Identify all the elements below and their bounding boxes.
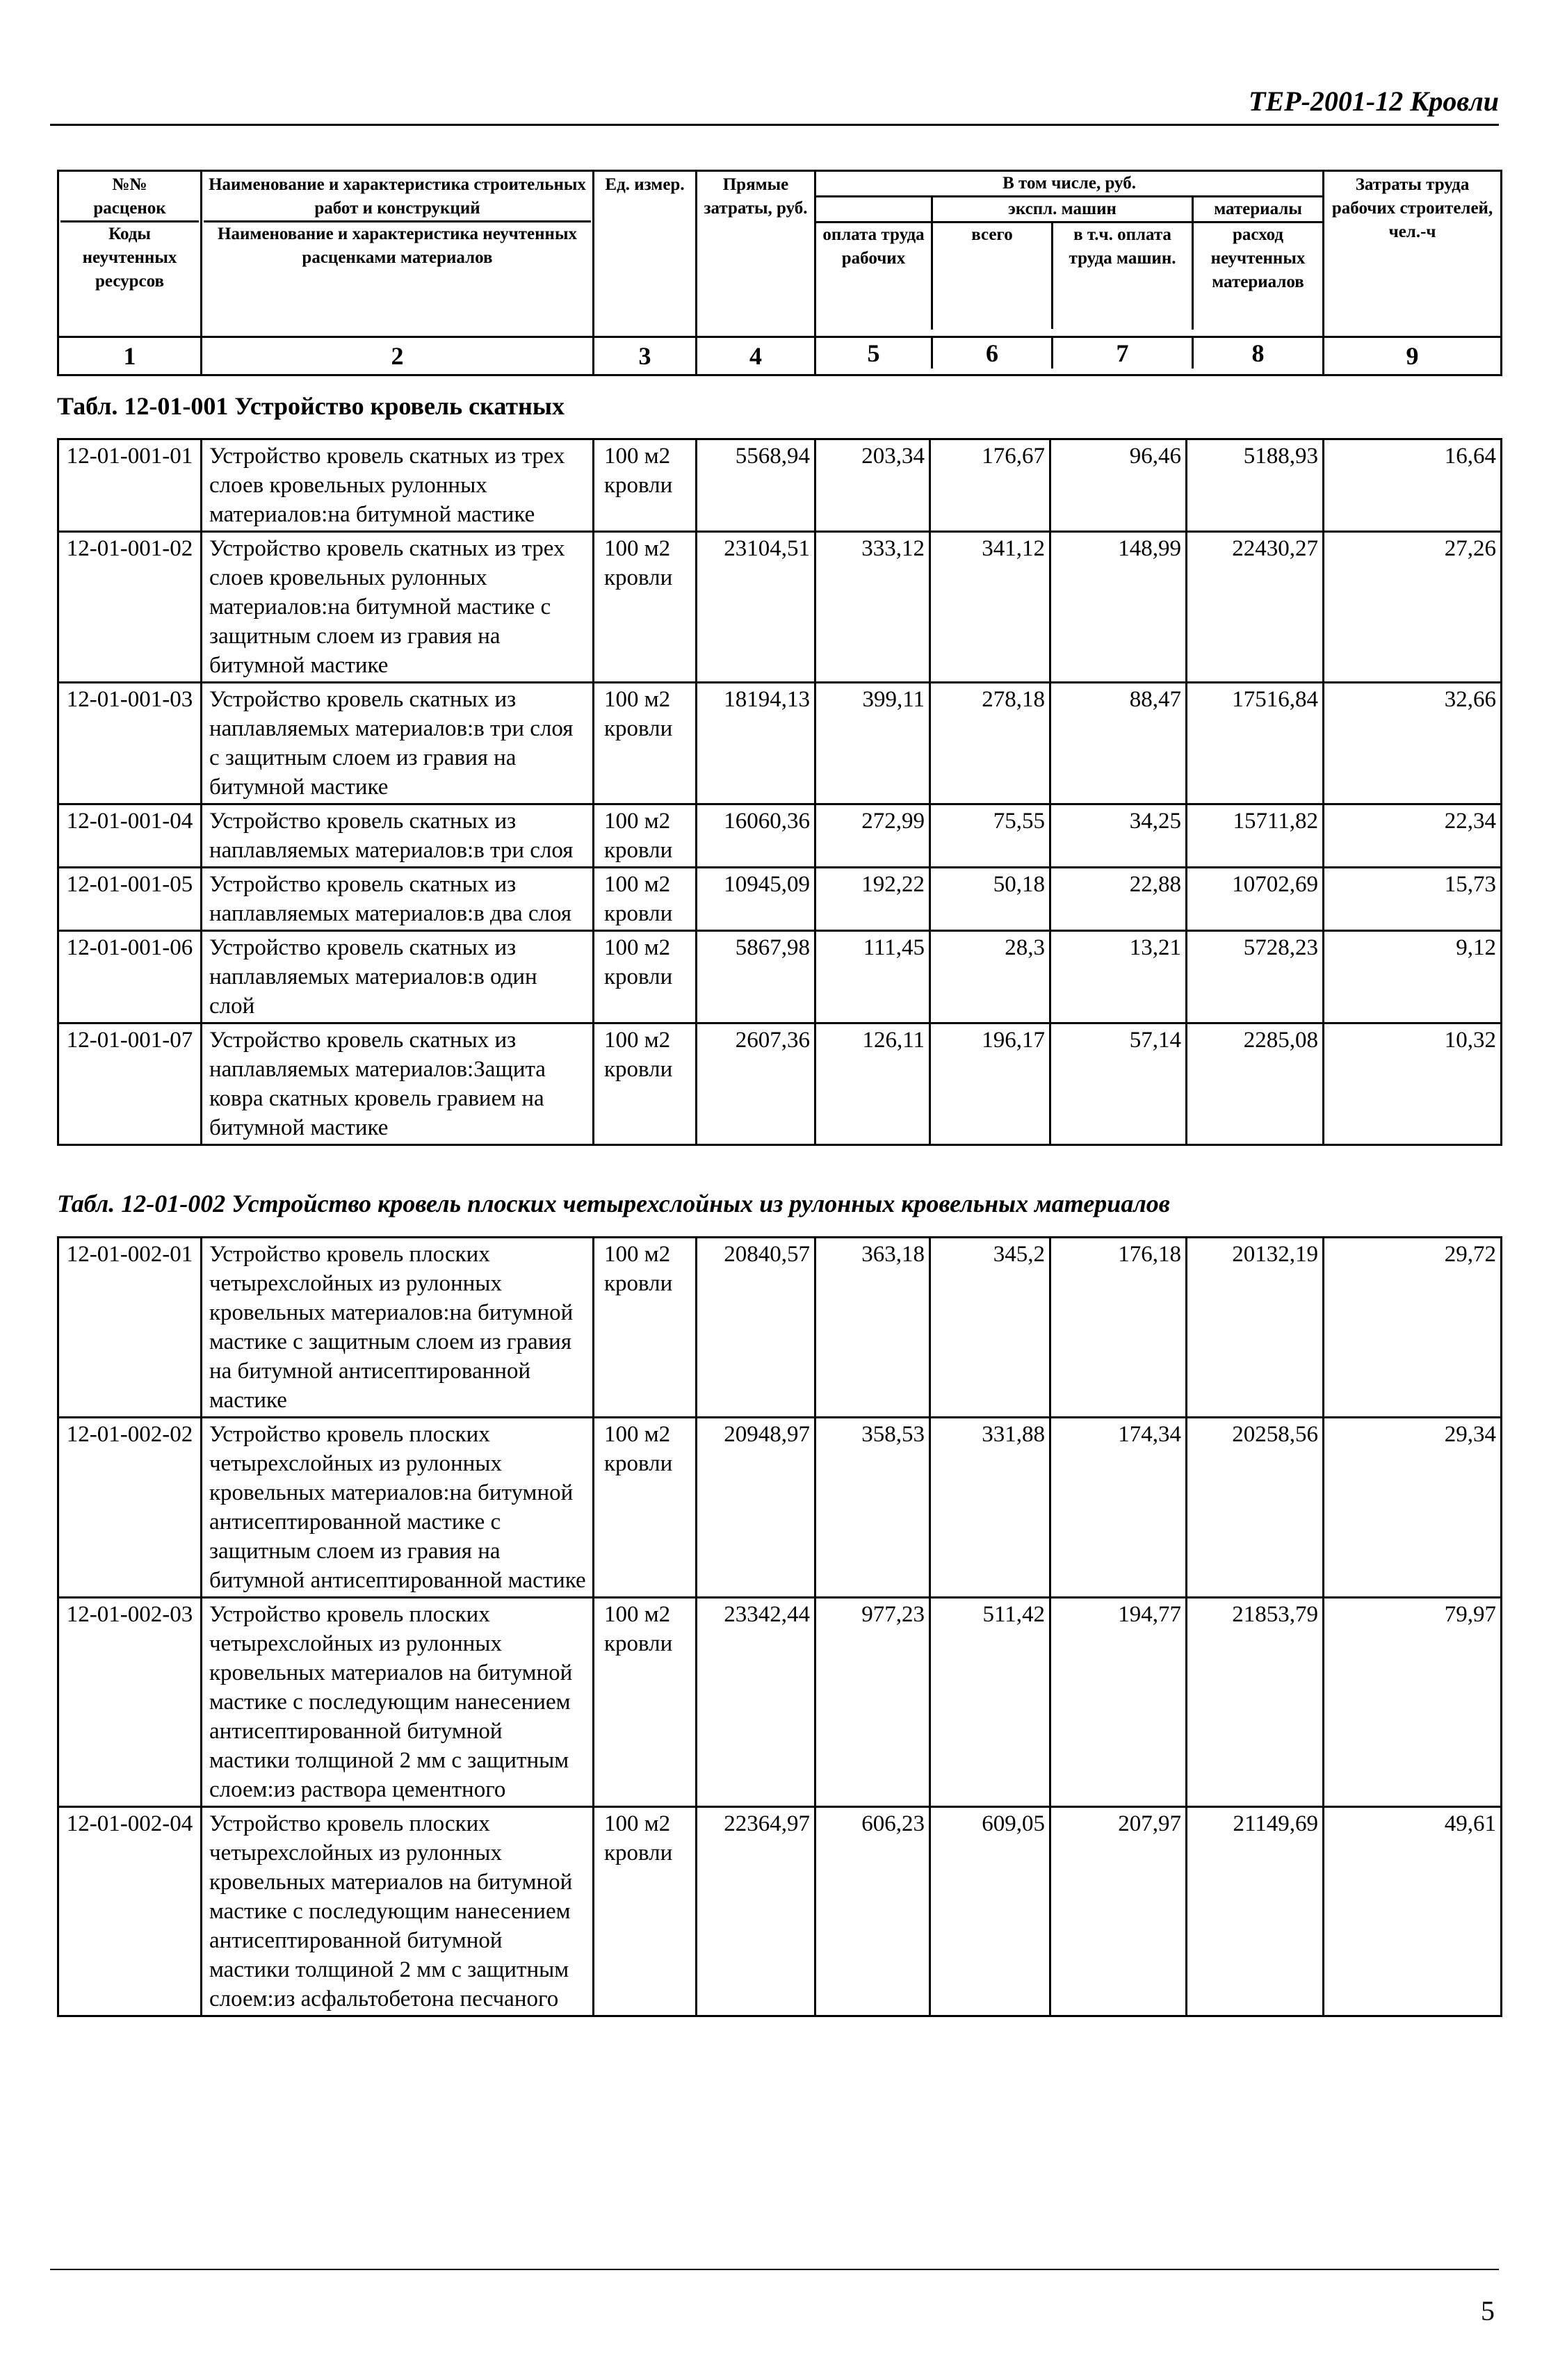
direct-costs: 16060,36 <box>697 804 815 868</box>
work-name: Устройство кровель скатных из трех слоев кровельных рулонных материалов:на битумной мастике с защитным слоем из гравия на битумной мастике <box>202 532 594 683</box>
col-number-4: 4 <box>697 337 815 375</box>
header-labor-cell <box>816 197 933 330</box>
header-machines-total: всего <box>933 223 1053 329</box>
table-row <box>58 804 1502 868</box>
materials-cost: 5728,23 <box>1187 931 1324 1023</box>
labor-hours: 15,73 <box>1324 868 1502 931</box>
machines-total: 341,12 <box>930 532 1050 683</box>
machinist-pay: 96,46 <box>1050 439 1187 532</box>
header-rates-label: расценок <box>60 197 199 222</box>
labor-pay: 126,11 <box>815 1023 930 1145</box>
machinist-pay: 57,14 <box>1050 1023 1187 1145</box>
direct-costs: 18194,13 <box>697 683 815 804</box>
work-name: Устройство кровель скатных из наплавляемых материалов:Защита ковра скатных кровель гравием на битумной мастике <box>202 1023 594 1145</box>
header-work-name-label: Наименование и характеристика строительных работ и конструкций <box>204 173 591 222</box>
materials-cost: 22430,27 <box>1187 532 1324 683</box>
header-materials-cell <box>1194 197 1322 330</box>
machinist-pay: 176,18 <box>1050 1238 1187 1418</box>
header-direct-costs: Прямые затраты, руб. <box>697 171 815 337</box>
header-including-label: В том числе, руб. <box>816 172 1322 197</box>
rate-code: 12-01-001-05 <box>58 868 202 931</box>
header-numbers-label: №№ <box>112 175 147 194</box>
page-number: 5 <box>1481 2295 1495 2326</box>
col-number-2: 2 <box>202 337 594 375</box>
machinist-pay: 22,88 <box>1050 868 1187 931</box>
machines-total: 176,67 <box>930 439 1050 532</box>
machines-total: 28,3 <box>930 931 1050 1023</box>
work-name: Устройство кровель скатных из трех слоев кровельных рулонных материалов:на битумной мастике <box>202 439 594 532</box>
direct-costs: 23342,44 <box>697 1598 815 1807</box>
labor-pay: 358,53 <box>815 1418 930 1598</box>
machines-total: 50,18 <box>930 868 1050 931</box>
col-number-9: 9 <box>1324 337 1502 375</box>
header-materials-name-label: Наименование и характеристика неучтенных расценками материалов <box>218 225 577 267</box>
rate-code: 12-01-001-02 <box>58 532 202 683</box>
direct-costs: 2607,36 <box>697 1023 815 1145</box>
labor-hours: 29,34 <box>1324 1418 1502 1598</box>
rate-code: 12-01-001-04 <box>58 804 202 868</box>
work-name: Устройство кровель скатных из наплавляемых материалов:в три слоя с защитным слоем из гравия на битумной мастике <box>202 683 594 804</box>
labor-pay: 333,12 <box>815 532 930 683</box>
col-number-6: 6 <box>933 338 1053 369</box>
header-machinist-pay: в т.ч. оплата труда машин. <box>1069 225 1176 268</box>
table-row <box>58 1598 1502 1807</box>
work-name: Устройство кровель плоских четырехслойных из рулонных кровельных материалов:на битумной антисептированной мастике с защитным слоем из гравия на битумной антисептированной мастике <box>202 1418 594 1598</box>
unit-of-measure: 100 м2 кровли <box>594 1807 697 2016</box>
labor-pay: 272,99 <box>815 804 930 868</box>
rate-code: 12-01-001-07 <box>58 1023 202 1145</box>
machines-total: 196,17 <box>930 1023 1050 1145</box>
work-name: Устройство кровель плоских четырехслойных из рулонных кровельных материалов:на битумной мастике с защитным слоем из гравия на битумной антисептированной мастике <box>202 1238 594 1418</box>
labor-pay: 192,22 <box>815 868 930 931</box>
materials-cost: 20132,19 <box>1187 1238 1324 1418</box>
direct-costs: 20948,97 <box>697 1418 815 1598</box>
materials-cost: 21853,79 <box>1187 1598 1324 1807</box>
direct-costs: 10945,09 <box>697 868 815 931</box>
machines-total: 278,18 <box>930 683 1050 804</box>
unit-of-measure: 100 м2 кровли <box>594 931 697 1023</box>
header-including <box>815 171 1324 337</box>
rate-code: 12-01-002-02 <box>58 1418 202 1598</box>
labor-pay: 363,18 <box>815 1238 930 1418</box>
materials-cost: 15711,82 <box>1187 804 1324 868</box>
table-row <box>58 1418 1502 1598</box>
table-row <box>58 683 1502 804</box>
header-labor-pay: оплата труда рабочих <box>822 225 925 268</box>
materials-cost: 17516,84 <box>1187 683 1324 804</box>
labor-hours: 79,97 <box>1324 1598 1502 1807</box>
rate-code: 12-01-001-01 <box>58 439 202 532</box>
header-labor-hours: Затраты труда рабочих строителей, чел.-ч <box>1324 171 1502 337</box>
header-table <box>57 170 1502 376</box>
table-row <box>58 868 1502 931</box>
labor-hours: 16,64 <box>1324 439 1502 532</box>
machinist-pay: 194,77 <box>1050 1598 1187 1807</box>
materials-cost: 20258,56 <box>1187 1418 1324 1598</box>
materials-cost: 5188,93 <box>1187 439 1324 532</box>
header-materials-consumption: расход неучтенных материалов <box>1210 225 1306 291</box>
direct-costs: 23104,51 <box>697 532 815 683</box>
labor-hours: 27,26 <box>1324 532 1502 683</box>
materials-cost: 2285,08 <box>1187 1023 1324 1145</box>
labor-pay: 111,45 <box>815 931 930 1023</box>
labor-hours: 9,12 <box>1324 931 1502 1023</box>
col-number-5: 5 <box>816 338 933 369</box>
work-name: Устройство кровель плоских четырехслойных из рулонных кровельных материалов на битумной мастике с последующим нанесением антисептированной битумной мастики толщиной 2 мм с защитным слоем:из асфальтобетона песчаного <box>202 1807 594 2016</box>
col-number-7: 7 <box>1053 338 1194 369</box>
labor-hours: 29,72 <box>1324 1238 1502 1418</box>
unit-of-measure: 100 м2 кровли <box>594 683 697 804</box>
unit-of-measure: 100 м2 кровли <box>594 1238 697 1418</box>
rate-code: 12-01-002-01 <box>58 1238 202 1418</box>
machinist-pay: 207,97 <box>1050 1807 1187 2016</box>
unit-of-measure: 100 м2 кровли <box>594 804 697 868</box>
machines-total: 511,42 <box>930 1598 1050 1807</box>
direct-costs: 22364,97 <box>697 1807 815 2016</box>
rate-code: 12-01-001-06 <box>58 931 202 1023</box>
labor-hours: 10,32 <box>1324 1023 1502 1145</box>
direct-costs: 5867,98 <box>697 931 815 1023</box>
labor-pay: 399,11 <box>815 683 930 804</box>
work-name: Устройство кровель скатных из наплавляемых материалов:в один слой <box>202 931 594 1023</box>
col-number-8: 8 <box>1251 339 1265 367</box>
direct-costs: 5568,94 <box>697 439 815 532</box>
table-row <box>58 1807 1502 2016</box>
labor-pay: 977,23 <box>815 1598 930 1807</box>
labor-hours: 22,34 <box>1324 804 1502 868</box>
section-title: Табл. 12-01-002 Устройство кровель плоских четырехслойных из рулонных кровельных материалов <box>57 1190 1170 1217</box>
labor-pay: 203,34 <box>815 439 930 532</box>
bottom-rule <box>50 2269 1499 2270</box>
header-col2 <box>202 171 594 337</box>
rates-table-001 <box>57 438 1502 1146</box>
rate-code: 12-01-002-04 <box>58 1807 202 2016</box>
table-row <box>58 931 1502 1023</box>
top-rule <box>50 124 1499 126</box>
unit-of-measure: 100 м2 кровли <box>594 868 697 931</box>
work-name: Устройство кровель плоских четырехслойных из рулонных кровельных материалов на битумной мастике с последующим нанесением антисептированной битумной мастики толщиной 2 мм с защитным слоем:из раствора цементного <box>202 1598 594 1807</box>
col-numbers-5-8 <box>815 337 1324 375</box>
machinist-pay: 174,34 <box>1050 1418 1187 1598</box>
header-materials-label: материалы <box>1194 197 1322 223</box>
machines-total: 345,2 <box>930 1238 1050 1418</box>
work-name: Устройство кровель скатных из наплавляемых материалов:в два слоя <box>202 868 594 931</box>
labor-hours: 49,61 <box>1324 1807 1502 2016</box>
machines-total: 75,55 <box>930 804 1050 868</box>
rate-code: 12-01-001-03 <box>58 683 202 804</box>
table-row <box>58 1023 1502 1145</box>
unit-of-measure: 100 м2 кровли <box>594 1598 697 1807</box>
machines-total: 331,88 <box>930 1418 1050 1598</box>
col-number-3: 3 <box>594 337 697 375</box>
labor-pay: 606,23 <box>815 1807 930 2016</box>
machines-total: 609,05 <box>930 1807 1050 2016</box>
section-title: Табл. 12-01-001 Устройство кровель скатных <box>57 392 565 420</box>
header-col1 <box>58 171 202 337</box>
materials-cost: 21149,69 <box>1187 1807 1324 2016</box>
col-number-1: 1 <box>58 337 202 375</box>
labor-hours: 32,66 <box>1324 683 1502 804</box>
direct-costs: 20840,57 <box>697 1238 815 1418</box>
header-machines-label: экспл. машин <box>933 197 1192 223</box>
header-resource-codes-label: Коды неучтенных ресурсов <box>82 225 177 291</box>
unit-of-measure: 100 м2 кровли <box>594 439 697 532</box>
header-machines-cell <box>933 197 1194 330</box>
machinist-pay: 148,99 <box>1050 532 1187 683</box>
rate-code: 12-01-002-03 <box>58 1598 202 1807</box>
table-row <box>58 532 1502 683</box>
work-name: Устройство кровель скатных из наплавляемых материалов:в три слоя <box>202 804 594 868</box>
table-row <box>58 439 1502 532</box>
materials-cost: 10702,69 <box>1187 868 1324 931</box>
machinist-pay: 34,25 <box>1050 804 1187 868</box>
document-code: ТЕР-2001-12 Кровли <box>1249 86 1499 117</box>
machinist-pay: 13,21 <box>1050 931 1187 1023</box>
unit-of-measure: 100 м2 кровли <box>594 1023 697 1145</box>
machinist-pay: 88,47 <box>1050 683 1187 804</box>
table-row <box>58 1238 1502 1418</box>
header-unit: Ед. измер. <box>594 171 697 337</box>
unit-of-measure: 100 м2 кровли <box>594 532 697 683</box>
rates-table-002 <box>57 1236 1502 2017</box>
unit-of-measure: 100 м2 кровли <box>594 1418 697 1598</box>
